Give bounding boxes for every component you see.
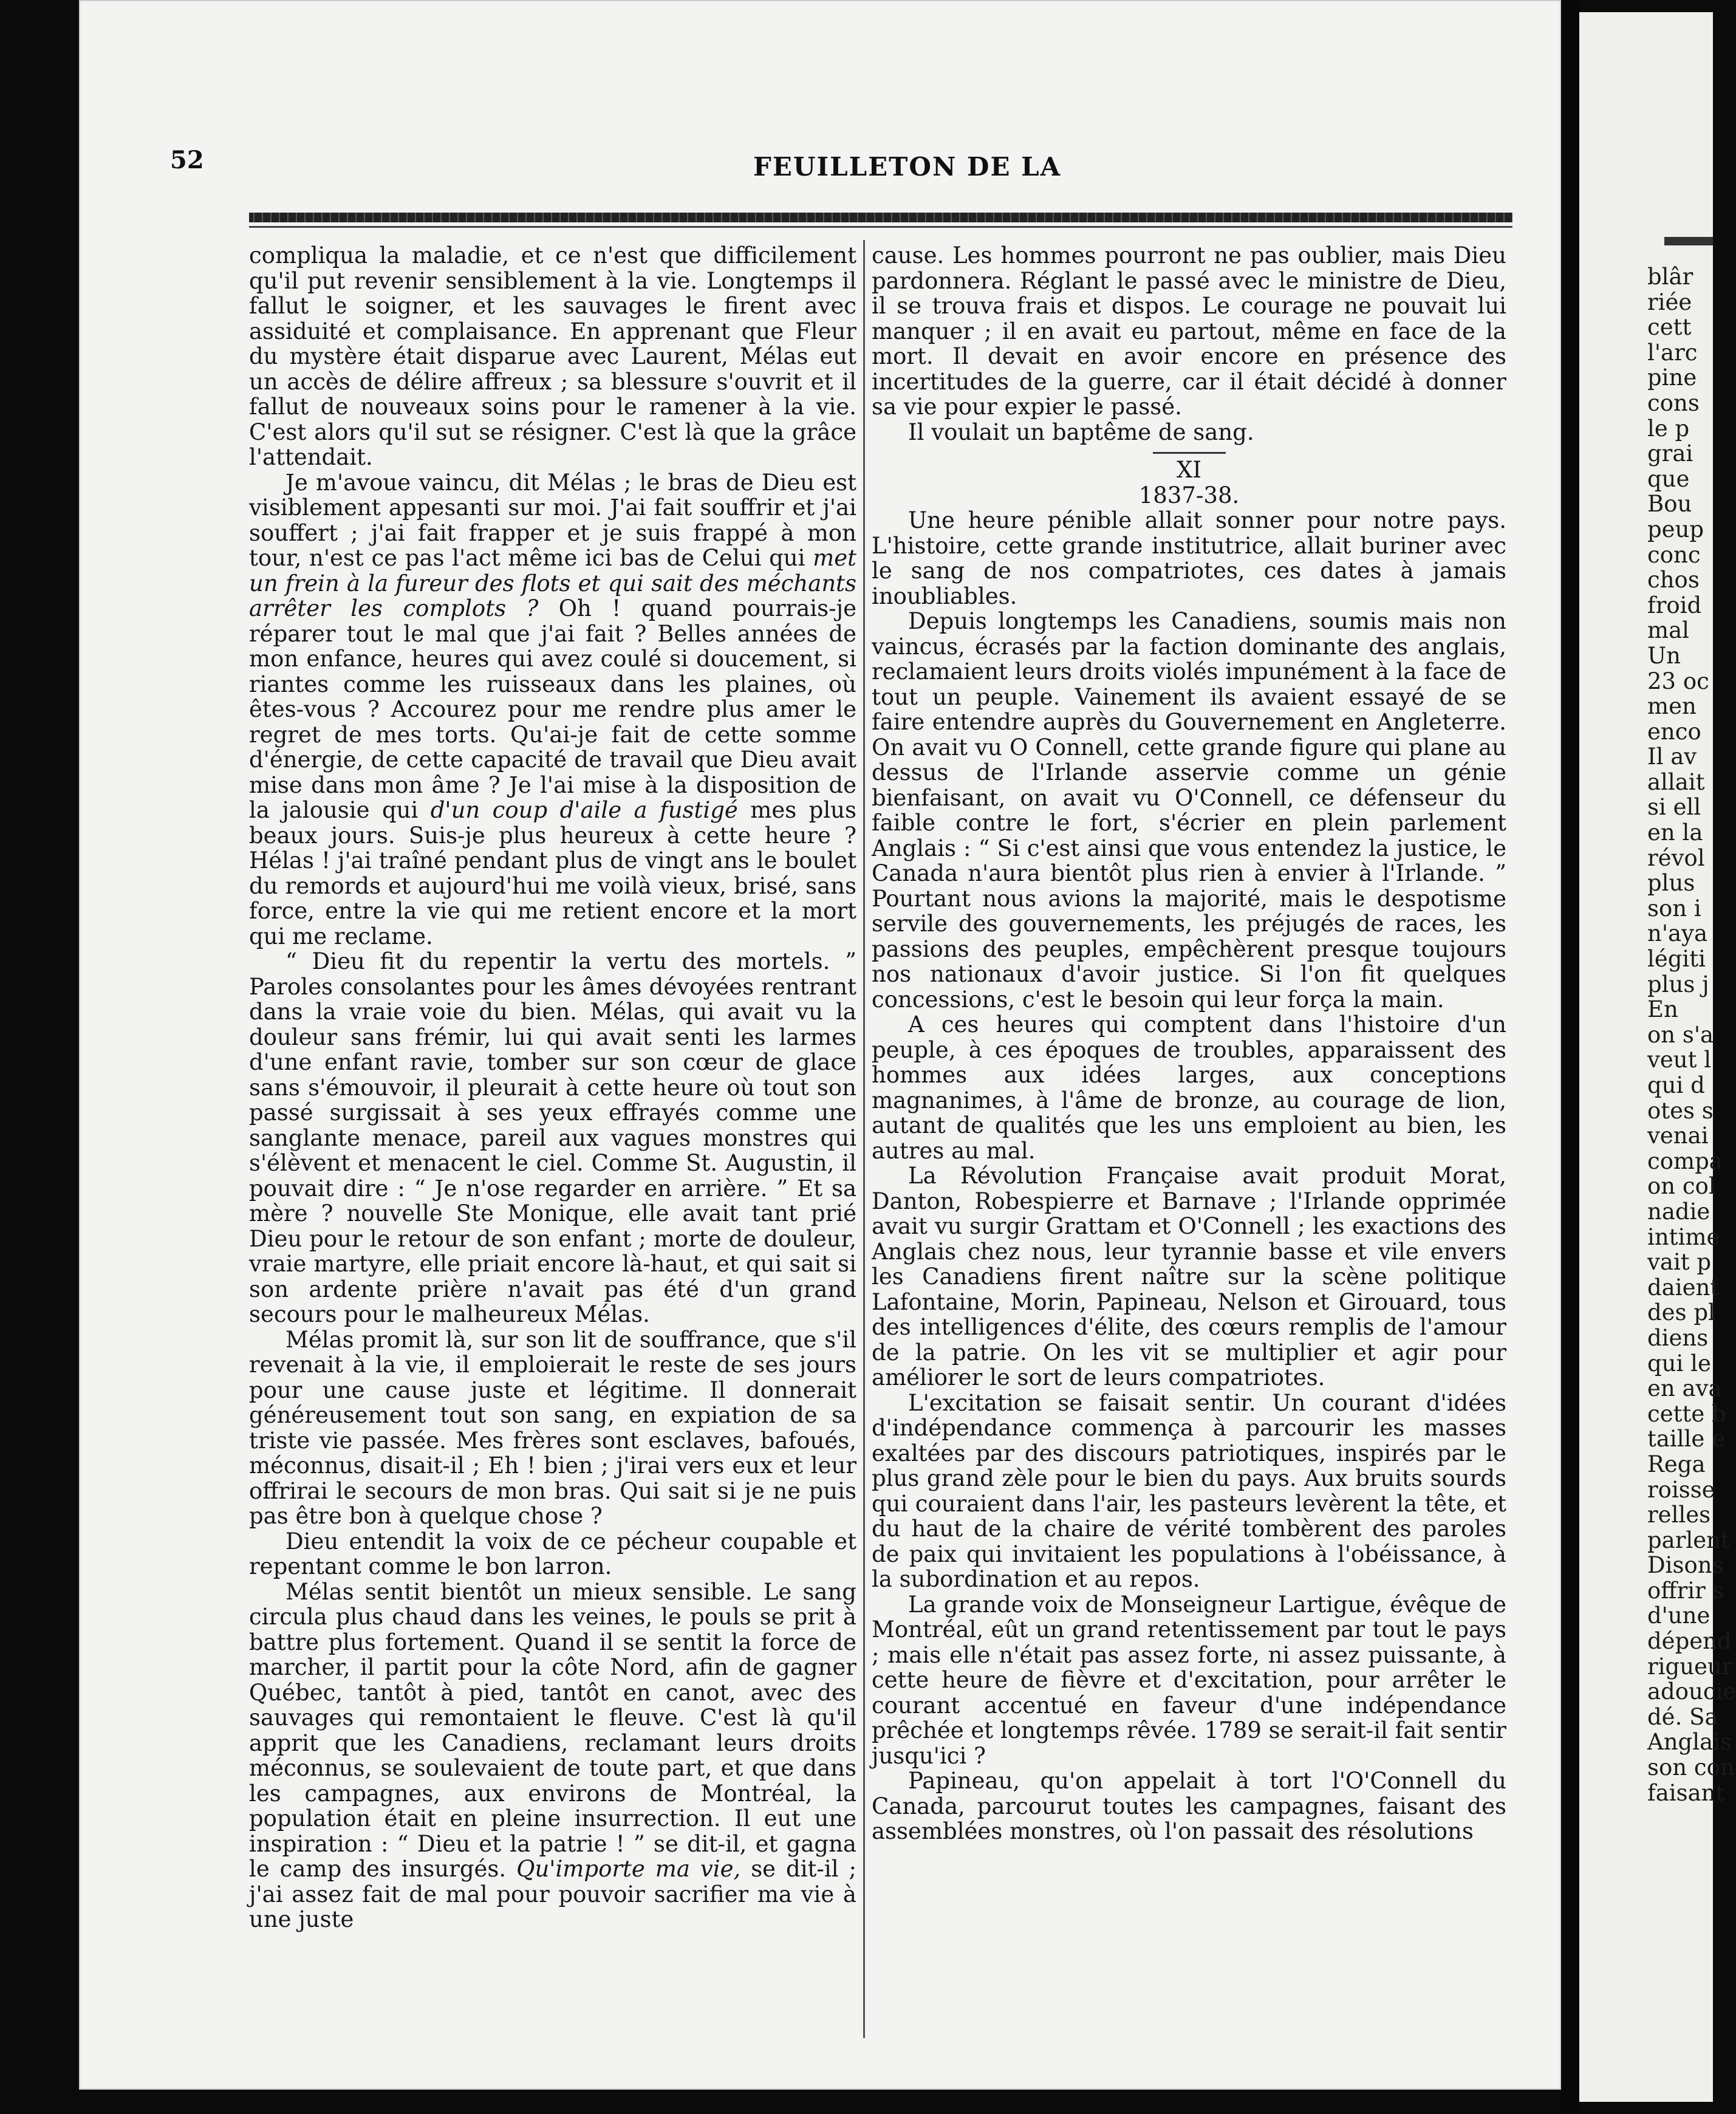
adjacent-page-line: légiti xyxy=(1647,946,1706,973)
adjacent-page-line: peup xyxy=(1647,516,1704,542)
paragraph: Dieu entendit la voix de ce pécheur coupable et repentant comme le bon larron. xyxy=(249,1528,856,1579)
section-years: 1837-38. xyxy=(1138,482,1240,508)
adjacent-page-line: mal xyxy=(1647,617,1689,644)
adjacent-page-line: adoucie xyxy=(1647,1678,1736,1705)
adjacent-page-line: dé. Sa xyxy=(1647,1703,1718,1730)
paragraph: compliqua la maladie, et ce n'est que difficilement qu'il put revenir sensiblement à la vie. Longtemps il fallut le soigner, et les sauvages le firent avec assiduité et complaisance. En apprenant que Fleur du mystère était disparue avec Laurent, Mélas eut un accès de délire affreux ; sa blessure s'ouvrit et il fallut de nouveaux soins pour le ramener à la vie. C'est alors qu'il sut se résigner. C'est là que la grâce l'attendait. xyxy=(249,242,856,470)
adjacent-page-line: cett xyxy=(1647,314,1692,341)
column-divider xyxy=(863,240,865,2038)
adjacent-page-line: plus j xyxy=(1647,971,1709,997)
adjacent-page-line: plus xyxy=(1647,870,1695,897)
adjacent-page-line: son con xyxy=(1647,1754,1735,1781)
adjacent-page-line: parlent xyxy=(1647,1527,1730,1553)
paragraph: “ Dieu fit du repentir la vertu des mortels. ” Paroles consolantes pour les âmes dévoyées rentrant dans la vraie voie du bien. Mélas, qui avait vu la douleur sans frémir, lui qui avait senti les larmes d'une enfant ravie, tomber sur son cœur de glace sans s'émouvoir, il pleurait à cette heure où tout son passé surgissait à ses yeux effrayés comme une sanglante menace, pareil aux vagues monstres qui s'élèvent et menacent le ciel. Comme St. Augustin, il pouvait dire : “ Je n'ose regarder en arrière. ” Et sa mère ? nouvelle Ste Monique, elle avait tant prié Dieu pour le retour de son enfant ; morte de douleur, vraie martyre, elle priait encore là-haut, et qui sait si son ardente prière n'avait pas été d'un grand secours pour le malheureux Mélas. xyxy=(249,948,856,1327)
adjacent-page-line: vait p xyxy=(1647,1249,1712,1276)
adjacent-page-line: enco xyxy=(1647,718,1701,745)
adjacent-page-line: Il av xyxy=(1647,744,1697,770)
paragraph: Je m'avoue vaincu, dit Mélas ; le bras de Dieu est visiblement appesanti sur moi. J'ai fait souffrir et j'ai souffert ; j'ai fait frapper et je suis frappé à mon tour, n'est ce pas l'act même ici bas de Celui qui met un frein à la fureur des flots et qui sait des méchants arrêter les complots ? Oh ! quand pourrais-je réparer tout le mal que j'ai fait ? Belles années de mon enfance, heures qui avez coulé si doucement, si riantes comme les ruisseaux dans les plaines, où êtes-vous ? Accourez pour me rendre plus amer le regret de mes torts. Qu'ai-je fait de cette somme d'énergie, de cette capacité de travail que Dieu avait mise dans mon âme ? Je l'ai mise à la disposition de la jalousie qui d'un coup d'aile a fustigé mes plus beaux jours. Suis-je plus heureux à cette heure ? Hélas ! j'ai traîné pendant plus de vingt ans le boulet du remords et aujourd'hui me voilà vieux, brisé, sans force, entre la vie qui me retient encore et la mort qui me reclame. xyxy=(249,469,856,949)
adjacent-page-line: diens xyxy=(1647,1324,1709,1351)
adjacent-page-line: venai xyxy=(1647,1123,1709,1149)
paragraph: Mélas sentit bientôt un mieux sensible. Le sang circula plus chaud dans les veines, le pouls se prit à battre plus fortement. Quand il se sentit la force de marcher, il partit pour la côte Nord, afin de gagner Québec, tantôt à pied, tantôt en canot, avec des sauvages qui remontaient le fleuve. C'est là qu'il apprit que les Canadiens, reclamant leurs droits méconnus, se soulevaient de toute part, et que dans les campagnes, aux environs de Montréal, la population était en pleine insurrection. Il eut une inspiration : “ Dieu et la patrie ! ” se dit-il, et gagna le camp des insurgés. Qu'importe ma vie, se dit-il ; j'ai assez fait de mal pour pouvoir sacrifier ma vie à une juste xyxy=(249,1578,856,1932)
page-number: 52 xyxy=(170,146,204,174)
adjacent-page-line: veut l xyxy=(1647,1047,1712,1073)
right-column xyxy=(872,243,1506,2041)
adjacent-page-rule xyxy=(1664,237,1713,245)
adjacent-page-line: on s'a xyxy=(1647,1021,1714,1048)
adjacent-page xyxy=(1579,12,1736,2102)
italic-quote: met un frein à la fureur des flots et qui sait des méchants arrêter les complots ? xyxy=(249,545,856,621)
adjacent-page-line: daient xyxy=(1647,1274,1720,1301)
adjacent-page-line: dépend xyxy=(1647,1628,1732,1655)
adjacent-page-line: roisse xyxy=(1647,1476,1715,1503)
adjacent-page-line: Un xyxy=(1647,642,1681,669)
adjacent-page-line: rigueur xyxy=(1647,1653,1733,1680)
adjacent-page-line: chos xyxy=(1647,567,1700,593)
italic-quote: d'un coup d'aile a fustigé xyxy=(430,797,738,823)
adjacent-page-line: grai xyxy=(1647,440,1693,467)
paragraph: cause. Les hommes pourront ne pas oublier, mais Dieu pardonnera. Réglant le passé avec le ministre de Dieu, il se trouva frais et dispos. Le courage ne pouvait lui manquer ; il en avait eu partout, même en face de la mort. Il devait en avoir encore en présence des incertitudes de la guerre, car il était décidé à donner sa vie pour expier le passé. xyxy=(872,242,1506,420)
paragraph: Il voulait un baptême de sang. xyxy=(908,419,1254,445)
adjacent-page-line: son i xyxy=(1647,895,1701,922)
paragraph: L'excitation se faisait sentir. Un courant d'idées d'indépendance commença à parcourir les masses exaltées par des discours patriotiques, inspirés par le plus grand zèle pour le bien du pays. Aux bruits sourds qui couraient dans l'air, les pasteurs levèrent la tête, et du haut de la chaire de vérité tombèrent des paroles de paix qui invitaient les populations à l'obéissance, à la subordination et au repos. xyxy=(872,1389,1506,1592)
adjacent-page-line: froid xyxy=(1647,592,1702,618)
paragraph: Mélas promit là, sur son lit de souffrance, que s'il revenait à la vie, il emploierait le reste de ses jours pour une cause juste et légitime. Il donnerait généreusement tout son sang, en expiation de sa triste vie passée. Mes frères sont esclaves, bafoués, méconnus, disait-il ; Eh ! bien ; j'irai vers eux et leur offrirai le secours de mon bras. Qui sait si je ne puis pas être bon à quelque chose ? xyxy=(249,1326,856,1529)
adjacent-page-line: faisant xyxy=(1647,1779,1725,1806)
adjacent-page-line: conc xyxy=(1647,541,1701,568)
paragraph: La Révolution Française avait produit Morat, Danton, Robespierre et Barnave ; l'Irlande opprimée avait vu surgir Grattam et O'Connell ; les exactions des Anglais chez nous, leur tyrannie basse et vile envers les Canadiens firent naître sur la scène politique Lafontaine, Morin, Papineau, Nelson et Girouard, tous des intelligences d'élite, des cœurs remplis de l'amour de la patrie. On les vit se multiplier et agir pour améliorer le sort de leurs compatriotes. xyxy=(872,1163,1506,1391)
adjacent-page-line: compa xyxy=(1647,1148,1723,1174)
adjacent-page-line: nadie xyxy=(1647,1198,1710,1225)
adjacent-page-line: intime xyxy=(1647,1223,1720,1250)
adjacent-page-line: En xyxy=(1647,996,1678,1023)
adjacent-page-line: allait xyxy=(1647,768,1705,795)
page-gutter xyxy=(1561,0,1579,2114)
adjacent-page-line: otes s xyxy=(1647,1097,1714,1124)
adjacent-page-line: offrir s xyxy=(1647,1577,1724,1604)
adjacent-page-line: Disons xyxy=(1647,1552,1724,1579)
adjacent-page-line: des pl xyxy=(1647,1299,1715,1326)
section-rule xyxy=(1153,452,1226,454)
adjacent-page-line: en la xyxy=(1647,819,1703,846)
adjacent-page-line: taille e xyxy=(1647,1426,1725,1452)
paragraph: Papineau, qu'on appelait à tort l'O'Connell du Canada, parcourut toutes les campagnes, faisant des assemblées monstres, où l'on passait des résolutions xyxy=(872,1768,1506,1844)
adjacent-page-line: qui le xyxy=(1647,1350,1711,1377)
left-column xyxy=(249,243,856,2041)
adjacent-page-line: Anglais xyxy=(1647,1729,1732,1756)
adjacent-page-line: on col xyxy=(1647,1173,1716,1200)
adjacent-page-line: men xyxy=(1647,693,1697,720)
adjacent-page-line: cons xyxy=(1647,389,1700,416)
header-rule-thin xyxy=(249,226,1512,228)
adjacent-page-line: cette b xyxy=(1647,1400,1726,1427)
paragraph: La grande voix de Monseigneur Lartigue, évêque de Montréal, eût un grand retentissement par tout le pays ; mais elle n'était pas assez forte, ni assez puissante, à cette heure de fièvre et d'excitation, pour arrêter le courant accentué en faveur d'une indépendance prêchée et longtemps rêvée. 1789 se serait-il fait sentir jusqu'ici ? xyxy=(872,1591,1506,1769)
adjacent-page-text xyxy=(1647,264,1736,1806)
paragraph: Une heure pénible allait sonner pour notre pays. L'histoire, cette grande institutrice, allait buriner avec le sang de nos compatriotes, ces dates à jamais inoubliables. xyxy=(872,507,1506,609)
adjacent-page-line: révol xyxy=(1647,844,1705,871)
italic-quote: Qu'importe ma vie, xyxy=(516,1856,741,1882)
adjacent-page-line: relles xyxy=(1647,1502,1711,1528)
paragraph: Depuis longtemps les Canadiens, soumis mais non vaincus, écrasés par la faction dominante des anglais, reclamaient leurs droits violés impunément à la face de tout un peuple. Vainement ils avaient essayé de se faire entendre auprès du Gouvernement en Angleterre. On avait vu O Connell, cette grande figure qui plane au dessus de l'Irlande asservie comme un génie bienfaisant, on avait vu O'Connell, ce défenseur du faible contre le fort, s'écrier en plein parlement Anglais : “ Si c'est ainsi que vous entendez la justice, le Canada n'aura bientôt plus rien à envier à l'Irlande. ” Pourtant nous avions la majorité, mais le despotisme servile des gouvernements, les préjugés de races, les passions des peuples, empêchèrent presque toujours nos nationaux d'avoir justice. Si l'on fit quelques concessions, c'est le besoin qui leur força la main. xyxy=(872,608,1506,1013)
paragraph: A ces heures qui comptent dans l'histoire d'un peuple, à ces époques de troubles, apparaissent des hommes aux idées larges, aux conceptions magnanimes, à l'âme de bronze, au courage de lion, autant de qualités que les uns emploient au bien, les autres au mal. xyxy=(872,1011,1506,1164)
header-rule xyxy=(249,213,1512,222)
adjacent-page-line: si ell xyxy=(1647,794,1701,821)
adjacent-page-line: n'aya xyxy=(1647,920,1708,947)
adjacent-page-line: l'arc xyxy=(1647,339,1698,366)
adjacent-page-line: d'une xyxy=(1647,1603,1710,1629)
adjacent-page-line: que xyxy=(1647,465,1690,492)
adjacent-page-line: qui d xyxy=(1647,1072,1705,1098)
adjacent-page-line: pine xyxy=(1647,364,1697,391)
adjacent-page-line: en ava xyxy=(1647,1375,1722,1402)
section-number: XI xyxy=(1177,457,1201,483)
adjacent-page-line: Bou xyxy=(1647,491,1692,518)
adjacent-page-line: blâr xyxy=(1647,264,1693,290)
adjacent-page-line: le p xyxy=(1647,415,1690,442)
adjacent-page-line: 23 oc xyxy=(1647,668,1709,694)
page-header: FEUILLETON DE LA xyxy=(753,152,1062,182)
adjacent-page-line: riée xyxy=(1647,289,1692,315)
adjacent-page-line: Rega xyxy=(1647,1451,1706,1477)
